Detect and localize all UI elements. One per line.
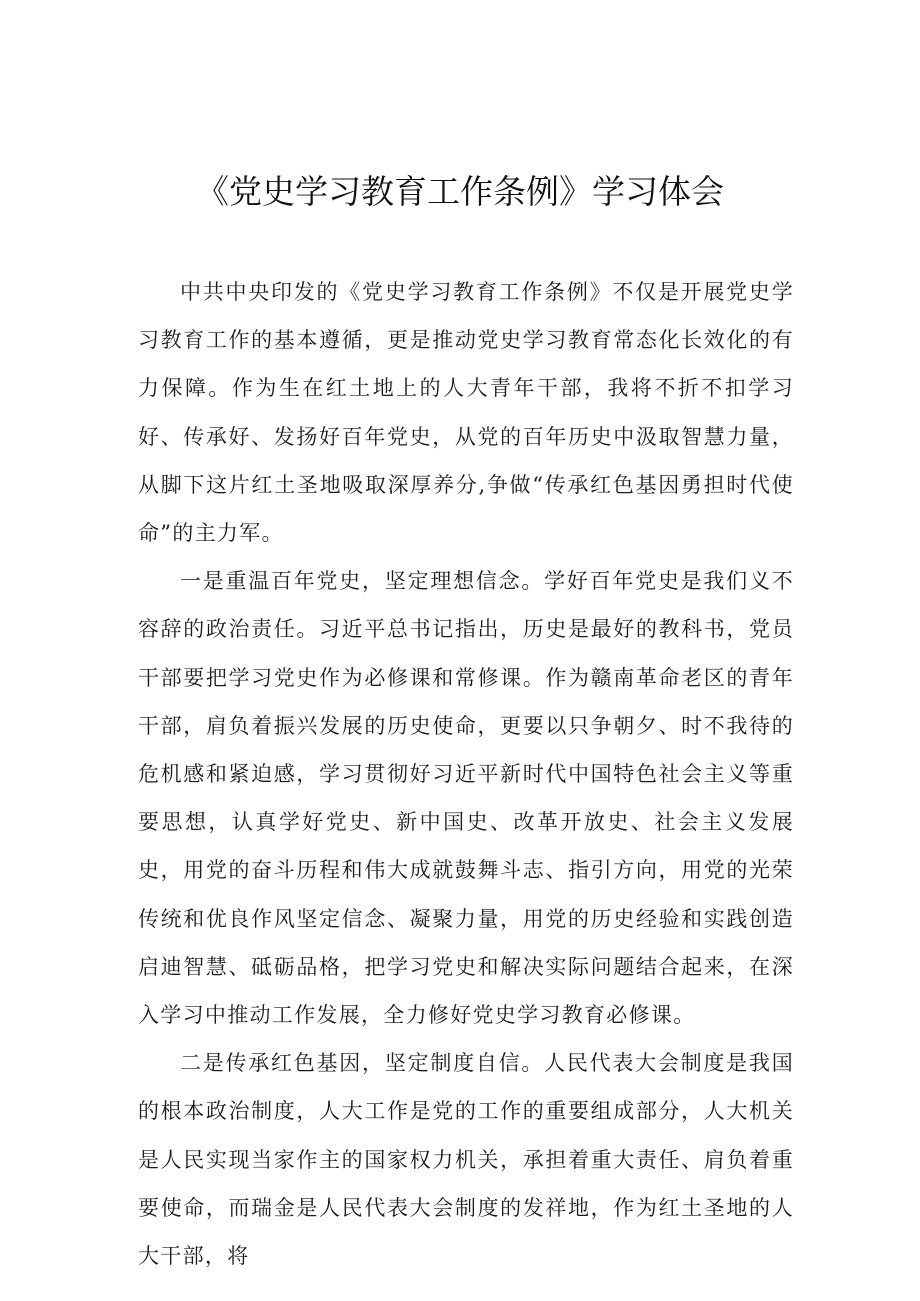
document-body bbox=[138, 268, 794, 1280]
document-title: 《党史学习教育工作条例》学习体会 bbox=[196, 172, 724, 211]
paragraph-point-two: 二是传承红色基因，坚定制度自信。人民代表大会制度是我国的根本政治制度，人大工作是党的工作的重要组成部分，人大机关是人民实现当家作主的国家权力机关，承担着重大责任、肩负着重要使命，而瑞金是人民代表大会制度的发祥地，作为红土圣地的人大干部，将 bbox=[138, 1051, 794, 1269]
paragraph-point-one: 一是重温百年党史，坚定理想信念。学好百年党史是我们义不容辞的政治责任。习近平总书记指出，历史是最好的教科书，党员干部要把学习党史作为必修课和常修课。作为赣南革命老区的青年干部，肩负着振兴发展的历史使命，更要以只争朝夕、时不我待的危机感和紧迫感，学习贯彻好习近平新时代中国特色社会主义等重要思想，认真学好党史、新中国史、改革开放史、社会主义发展史，用党的奋斗历程和伟大成就鼓舞斗志、指引方向，用党的光荣传统和优良作风坚定信念、凝聚力量，用党的历史经验和实践创造启迪智慧、砥砺品格，把学习党史和解决实际问题结合起来，在深入学习中推动工作发展，全力修好党史学习教育必修课。 bbox=[138, 569, 794, 1028]
paragraph-intro: 中共中央印发的《党史学习教育工作条例》不仅是开展党史学习教育工作的基本遵循，更是推动党史学习教育常态化长效化的有力保障。作为生在红土地上的人大青年干部，我将不折不扣学习好、传承好、发扬好百年党史，从党的百年历史中汲取智慧力量，从脚下这片红土圣地吸取深厚养分,争做“传承红色基因勇担时代使命”的主力军。 bbox=[138, 280, 794, 546]
